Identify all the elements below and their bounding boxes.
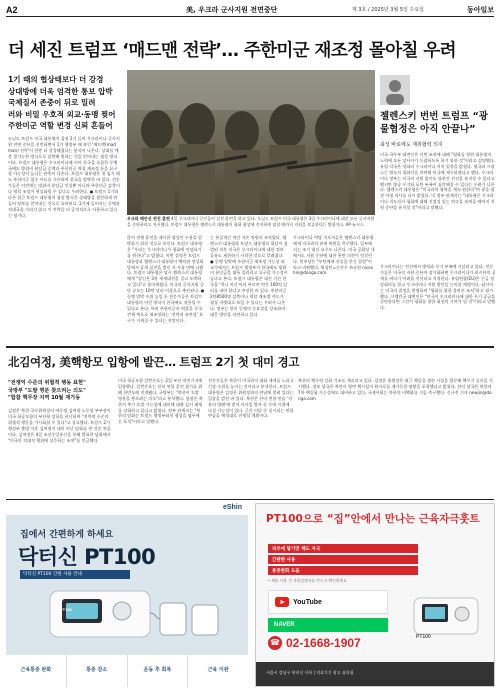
youtube-label: YouTube <box>293 598 322 606</box>
subhead: 1기 때의 협상태보다 더 강경 <box>8 75 104 84</box>
ad-bullet: 통증완화 도움 <box>268 566 418 575</box>
main-article-col3: 는 본질적인 개인 자존 차원의 조치였다. 젤렌스키 대통령과 트럼프 대통령의 회담이 결렬된 직후 미국은 우크라이나에 대한 정보 공유도 제한하기 시작한 것으로 알려졌다. ● 동맹 압박에 주한미군 재조정 가능성 외교가에서는 트럼프 행정부가 한국에도 방위비 분담금을 대폭 올리라고 요구할 가능성이 높다고 본다. 트럼프 대통령은 대선 기간 한국을 '머니 머신'이라 부르며 연간 100억 달러를 내야 한다고 주장한 바 있다. 주한미군 2만8500명 감축이나 역할 재조정 카드가 협상 지렛대로 쓰일 수 있다는 우려가 나온다. 정부는 한미 동맹의 중요성을 강조하며 대응 방안을 마련하고 있다. <box>210 235 288 317</box>
issue-meta: 제 3호 / 2025년 3월 5일 수요일 <box>351 7 424 13</box>
ad-feature: 근육 이완 <box>207 667 229 673</box>
page-number: A2 <box>6 4 18 15</box>
main-headline: 더 세진 트럼프 ‘매드맨 전략’… 주한미군 재조정 몰아칠 우려 <box>8 41 456 61</box>
side-article-col1: 미국 국무부 대변인은 이번 조치에 대해 "평화를 향한 대통령의 노력에 모든 당사자가 동참하도록 하기 위한 것"이라고 설명했다. 유럽 각국은 잇따라 우크라이나 지지 입장을 밝혔다. 영국과 프랑스는 별도의 평화안을 마련해 미국에 제시하겠다고 했다. 우크라이나 정부는 미국의 지원 없이도 당분간 전선을 유지할 수 있다고 했지만 방공 무기와 포탄 부족이 심각해질 수 있다는 우려가 나온다. 젤렌스키 대통령은 "미국과의 협력을 계속 원한다"며 광물 협정 서명 의사를 다시 밝혔다. 미 정부 관계자는 "대통령은 우크라이나 지도자가 평화에 대해 진정성 있는 약속을 보여줄 때까지 지원 중단을 유지할 것"이라고 말했다. <box>380 152 496 211</box>
youtube-icon <box>275 597 289 607</box>
page-header <box>6 3 494 17</box>
ad-feature: 통증 감소 <box>67 655 128 687</box>
caption-title: 우크라 해안선 전진 훈련 <box>127 216 170 221</box>
newspaper-brand: 동아일보 <box>466 4 494 14</box>
phone-icon: ☎ <box>268 636 282 650</box>
ad-bullet: 피부에 닿기만 해도 자극 <box>268 544 418 553</box>
ad-footer: 서울시 강남구 닥터신 사옥 | 의료기기 광고 심의필 <box>256 662 494 687</box>
main-article-col1: 도널드 트럼프 미국 대통령이 집권 2기 들어 우크라이나 군사지원 전면 중단을 선언하면서 1기 행정부 때 보인 '매드맨(mad man) 전략'이 한층 더 강경해졌다는 분석이 나온다. 상대를 예측 불가능한 방식으로 압박해 원하는 것을 얻어내는 협상 방식이다. 트럼프 대통령은 우크라이나에 이어 한국을 포함한 동맹국에도 방위비 분담금 증액과 주한미군 역할 재조정 등을 요구할 가능성이 높다는 관측이 나온다. 트럼프 대통령은 첫 임기 때도 주한미군 철수 카드를 거론하며 한국을 압박한 바 있다. 전문가들은 이번에는 방위비 분담금 인상뿐 아니라 주한미군 감축이나 역할 조정이 현실화될 수 있다고 우려한다. ● 트럼프 1기와 다른 접근 트럼프 대통령의 협상 방식은 상대방을 불안하게 만들어 양보를 얻어내는 것으로 요약된다. 2기에 들어서는 동맹과 적대국을 가리지 않고 이 전략을 더 공격적으로 사용하고 있다는 평가다. <box>8 136 120 218</box>
soldiers-photo <box>127 70 375 215</box>
side-portrait <box>380 75 410 105</box>
main-subheads <box>8 74 116 132</box>
main-photo <box>127 70 375 215</box>
subhead: 러와 비밀 우호적 외교·동맹 찢어 <box>8 109 116 119</box>
ad-feature: 근육통증 완화 <box>6 655 67 687</box>
ad-bullets <box>268 544 418 575</box>
naver-label: NAVER <box>274 622 295 628</box>
ad-brand: eShin <box>222 504 242 511</box>
naver-search-box[interactable] <box>268 618 388 632</box>
ad-feature: 운동 후 회복 <box>128 655 189 687</box>
main-article-col2: 않이 전쟁 휴전을 제시한 협상안 수용을 압박하기 위한 것으로 보인다. 트럼프 대통령은 "우리는 우크라이나가 평화에 전념하기를 원한다"고 밝혔다. 이번 결정은 트럼프 대통령과 젤렌스키 대통령이 백악관 정상회담에서 공개 설전을 벌인 지 사흘 만에 나왔다. 트럼프 대통령은 당시 젤렌스키 대통령에게 "당신은 3차 세계대전을 걸고 도박하고 있다"고 몰아세웠다. 미국의 군사지원 중단 규모는 10억 달러 이상으로 추산된다. ● 동맹 압박 수위 높일 듯 전문가들은 트럼프 대통령의 이런 방식이 한국에도 적용될 수 있다고 본다. 특히 주한미군의 역할을 중국 견제 쪽으로 재조정하는 '전략적 유연성' 요구가 거세질 수 있다는 전망이다. <box>127 235 205 323</box>
ad-caption: 닥터신 PT100 간편 사용 안내 <box>20 570 130 579</box>
phone-number: 02-1668-1907 <box>286 636 361 650</box>
side-byline: 최성 바로에도 재취협력 의지 <box>380 142 443 148</box>
product-label: PT100 <box>416 634 431 640</box>
second-subheads <box>8 380 113 403</box>
caption-text: 4일 우크라이나 군인들이 실전 훈련을 하고 있다. 도널드 트럼프 미국 대통령은 3일 우크라이나에 대한 모든 군사지원을 중단하라고 지시했다. 트럼프 대통령은 젤렌스키 대통령이 평화 협상에 진지하게 임할 때까지 지원을 보류한다는 방침이다. AP 뉴시스 <box>127 216 375 227</box>
youtube-badge[interactable] <box>268 590 388 614</box>
ad-drshin-pt100[interactable] <box>6 503 248 687</box>
ad-tagline: 집에서 간편하게 하세요 <box>20 530 114 540</box>
section-divider <box>6 346 494 348</box>
second-article-col4: 북한의 핵무력 강화 기조도 계속되고 있다. 김정은 위원장은 최근 핵물질 생산 시설을 방문해 핵무기 증산을 지시했다. 정보 당국은 북한이 영변 핵시설의 원자로를 재가동한 정황을 포착했다고 밝혔다. 한미 당국은 북한의 7차 핵실험 가능성에도 대비하고 있다. 국제사회는 북한의 비핵화를 거듭 촉구했다. 신규진 기자 newjin@donga.com <box>298 378 493 401</box>
subhead: 국방부 "도발 명분 찾으려는 의도" <box>8 387 86 394</box>
ad-bullet: 간편한 사용 <box>268 555 418 564</box>
side-headline: 젤렌스키 번번 트럼프 “광물협정은 아직 안끝나” <box>380 111 488 135</box>
ad-pt100-contact[interactable] <box>255 503 495 687</box>
ad-product-name: 닥터신 PT100 <box>18 545 156 569</box>
subhead: "합참 핵무장 지역 10월 재가동 <box>8 395 81 401</box>
subhead: "전쟁억 수준의 위협적 행동 표현" <box>8 380 86 386</box>
phone-block[interactable] <box>268 636 361 650</box>
ad-divider <box>6 499 494 500</box>
section-label: 美, 우크라 군사지원 전면중단 <box>186 5 278 14</box>
ad-note: * 제품 사용 전 사용설명서를 반드시 확인하세요 <box>268 578 347 583</box>
second-article-col3: 전문가들은 북한이 미국과의 대화 재개를 노리고 긴장 수위를 높이는 것이라고 분석한다. 트럼프 대통령은 김정은 위원장과의 만남에 열려 있다는 입장을 밝힌 바 있다. 북한은 한미 연합 연습 '자유의 방패'에 맞서 미사일 발사 등 무력 시위에 나설 가능성이 있다. 군은 이달 중 실시되는 연합 연습을 예정대로 진행할 계획이다. <box>208 378 294 419</box>
ad-title: PT100으로 “집”안에서 만나는 근육자극훗트 <box>266 513 480 525</box>
second-article-col2: 미국 항공모함 칼빈슨호는 2일 부산 작전기지에 입항했다. 칼빈슨호는 한미 연합 훈련 참가를 위해 한반도에 전개됐다. 국방부는 "북한이 도발 명분을 쌓으려는 의도"라고 분석했다. 합참은 북한의 추가 도발 가능성에 대비해 대북 감시 태세를 강화하고 있다고 밝혔다. 정부 관계자는 "북한의 담화는 트럼프 행정부와의 협상을 염두에 둔 포석"이라고 말했다. <box>118 378 203 425</box>
main-article-col3b: 우크라이나 야당 지도자들은 젤렌스키 대통령에게 미국과의 관계 복원을 촉구했다. 일부에서는 조기 대선 요구도 나온다. 미국 공화당 내에서도 지원 중단에 대한 찬반 의견이 엇갈린다. 민주당은 "푸틴에게 선물을 안긴 결정"이라고 비판했다. 워싱턴=신진우 특파원 niceshin@donga.com <box>293 235 375 276</box>
second-article-col1: 김정은 북한 국무위원장의 여동생 김여정 노동당 부부장이 미국 항공모함의 부산항 입항을 비난하며 "전략적 수준의 위협적 행동을 가시화할 수 있다"고 경고했다. 트럼프 2기 행정부 출범 이후 김여정이 대미 비난 담화를 낸 것은 처음이다. 김여정은 4일 조선중앙통신을 통해 발표한 담화에서 "미국의 적대적 행위에 상응하는 조치"를 언급했다. <box>8 408 111 443</box>
person-icon <box>380 75 410 105</box>
photo-caption <box>127 216 375 227</box>
device-illustration <box>20 583 234 645</box>
device-label: PT100 <box>60 607 72 612</box>
side-article-col2: 우크라이나는 전선에서 병력과 무기 부족에 시달리고 있다. 전문가들은 미국의 지원 중단이 장기화하면 우크라이나가 러시아의 공세를 버티기 어려울 것이라고 지적한다. 유럽연합(EU)은 긴급 정상회의를 열고 우크라이나 지원 방안을 논의할 예정이다. 러시아는 미국의 결정을 환영하며 "평화를 위한 올바른 조치"라고 평가했다. 크렘린궁 대변인은 "미국이 우크라이나에 대한 무기 공급을 중단한다면 그것이 평화를 향한 최선의 기여가 될 것"이라고 말했다. <box>380 264 496 311</box>
subhead: 상대방에 더욱 엄격한 통보 압박 <box>8 86 113 96</box>
subhead: 주한미군 역할 변경 신뢰 흔들어 <box>8 121 113 130</box>
subhead: 국제질서 존중이 뒤로 밀려 <box>8 98 96 107</box>
second-headline: 北김여정, 美핵항모 입항에 발끈… 트럼프 2기 첫 대미 경고 <box>8 355 300 369</box>
ad-feature-strip <box>6 655 248 687</box>
